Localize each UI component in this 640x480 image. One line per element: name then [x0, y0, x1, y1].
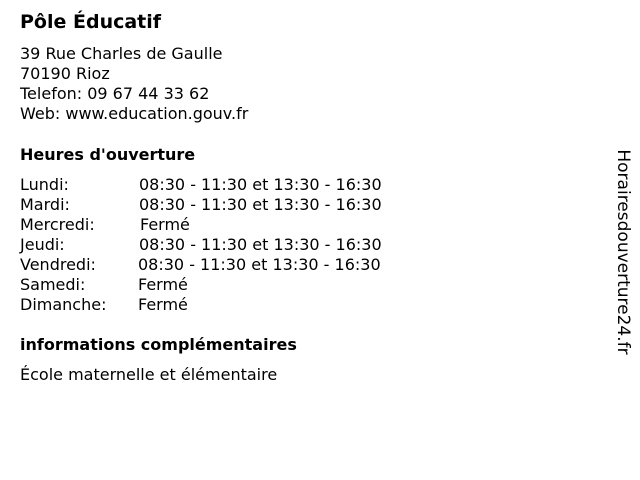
address-city: 70190 Rioz	[20, 64, 110, 83]
time-value: Fermé	[138, 295, 188, 314]
time-value: 08:30 - 11:30 et 13:30 - 16:30	[139, 195, 382, 214]
day-label: Mardi:	[20, 195, 70, 214]
day-label: Vendredi:	[20, 255, 96, 274]
time-value: 08:30 - 11:30 et 13:30 - 16:30	[139, 235, 382, 254]
hours-row-monday	[20, 175, 382, 195]
day-label: Jeudi:	[20, 235, 65, 254]
hours-row-sunday	[20, 295, 382, 315]
address-block	[20, 44, 248, 124]
time-value: 08:30 - 11:30 et 13:30 - 16:30	[138, 255, 381, 274]
hours-heading: Heures d'ouverture	[20, 145, 196, 164]
hours-row-friday	[20, 255, 382, 275]
time-value: Fermé	[138, 275, 188, 294]
time-value: 08:30 - 11:30 et 13:30 - 16:30	[139, 175, 382, 194]
address-street: 39 Rue Charles de Gaulle	[20, 44, 223, 63]
day-label: Dimanche:	[20, 295, 107, 314]
hours-row-saturday	[20, 275, 382, 295]
address-web: Web: www.education.gouv.fr	[20, 104, 249, 123]
hours-row-thursday	[20, 235, 382, 255]
day-label: Samedi:	[20, 275, 86, 294]
hours-row-wednesday	[20, 215, 382, 235]
page-title: Pôle Éducatif	[20, 11, 162, 33]
address-phone: Telefon: 09 67 44 33 62	[20, 84, 210, 103]
time-value: Fermé	[140, 215, 190, 234]
hours-table	[20, 175, 382, 315]
info-text: École maternelle et élémentaire	[20, 365, 278, 384]
day-label: Lundi:	[20, 175, 69, 194]
hours-row-tuesday	[20, 195, 382, 215]
info-heading: informations complémentaires	[20, 335, 297, 354]
day-label: Mercredi:	[20, 215, 95, 234]
site-watermark: Horairesdouverture24.fr	[613, 149, 633, 355]
